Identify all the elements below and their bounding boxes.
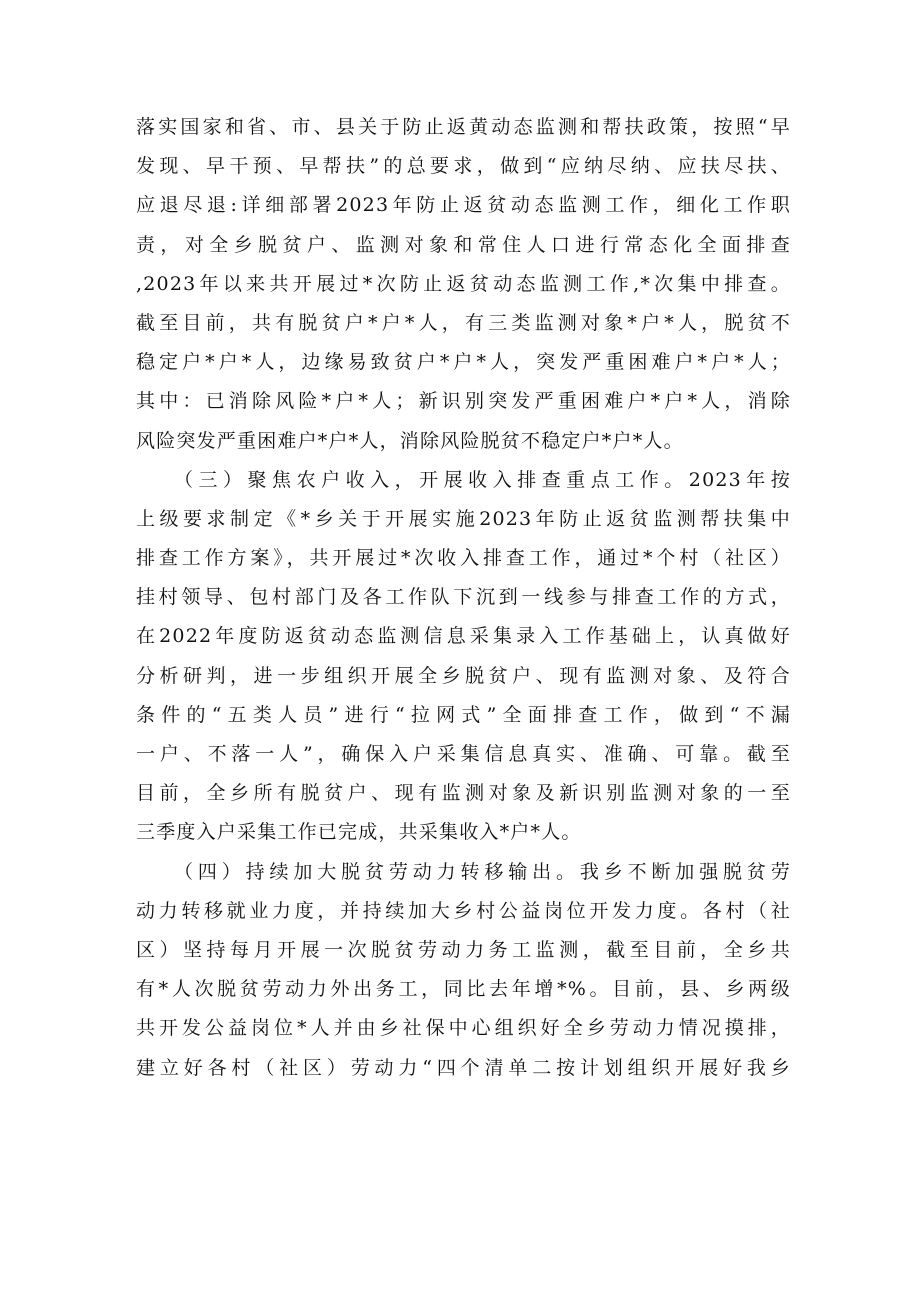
text-line: 截至目前，共有脱贫户*户*人，有三类监测对象*户*人，脱贫不 [136, 311, 791, 334]
text-line: 有*人次脱贫劳动力外出务工，同比去年增*%。目前，县、乡两级 [136, 978, 791, 1001]
text-line: 落实国家和省、市、县关于防止返黄动态监测和帮扶政策，按照“早 [136, 116, 791, 138]
text-line: 目前，全乡所有脱贫户、现有监测对象及新识别监测对象的一至 [136, 782, 791, 805]
text-line: 上级要求制定《*乡关于开展实施2023年防止返贫监测帮扶集中 [136, 507, 791, 530]
text-line: 风险突发严重困难户*户*人，消除风险脱贫不稳定户*户*人。 [136, 429, 684, 452]
text-line: 建立好各村（社区）劳动力“四个清单二按计划组织开展好我乡 [136, 1056, 791, 1079]
text-line: 条件的“五类人员”进行“拉网式”全面排查工作，做到“不漏 [136, 703, 791, 726]
text-line: 区）坚持每月开展一次脱贫劳动力务工监测，截至目前，全乡共 [136, 938, 791, 961]
text-line: 责，对全乡脱贫户、监测对象和常住人口进行常态化全面排查 [136, 233, 791, 256]
text-line: 三季度入户采集工作已完成，共采集收入*户*人。 [136, 821, 582, 844]
section-heading-line: （三）聚焦农户收入，开展收入排查重点工作。2023年按 [174, 468, 791, 491]
section-heading-line: （四）持续加大脱贫劳动力转移输出。我乡不断加强脱贫劳 [174, 860, 791, 883]
text-line: ,2023年以来共开展过*次防止返贫动态监测工作,*次集中排查。 [136, 272, 791, 295]
text-line: 稳定户*户*人，边缘易致贫户*户*人，突发严重困难户*户*人； [136, 351, 791, 374]
document-body [136, 108, 791, 1088]
text-line: 挂村领导、包村部门及各工作队下沉到一线参与排查工作的方式， [136, 586, 791, 609]
text-line: 排查工作方案》，共开展过*次收入排查工作，通过*个村（社区） [136, 547, 791, 570]
text-line: 在2022年度防返贫动态监测信息采集录入工作基础上，认真做好 [136, 625, 791, 648]
text-line: 应退尽退:详细部署2023年防止返贫动态监测工作，细化工作职 [136, 194, 791, 217]
text-line: 动力转移就业力度，并持续加大乡村公益岗位开发力度。各村（社 [136, 899, 791, 922]
text-line: 分析研判，进一步组织开展全乡脱贫户、现有监测对象、及符合 [136, 664, 791, 687]
text-line: 其中：已消除风险*户*人；新识别突发严重困难户*户*人，消除 [136, 390, 791, 413]
text-line: 一户、不落一人”，确保入户采集信息真实、准确、可靠。截至 [136, 743, 791, 765]
text-line: 共开发公益岗位*人并由乡社保中心组织好全乡劳动力情况摸排， [136, 1017, 791, 1040]
text-line: 发现、早干预、早帮扶”的总要求，做到“应纳尽纳、应扶尽扶、 [136, 155, 791, 178]
